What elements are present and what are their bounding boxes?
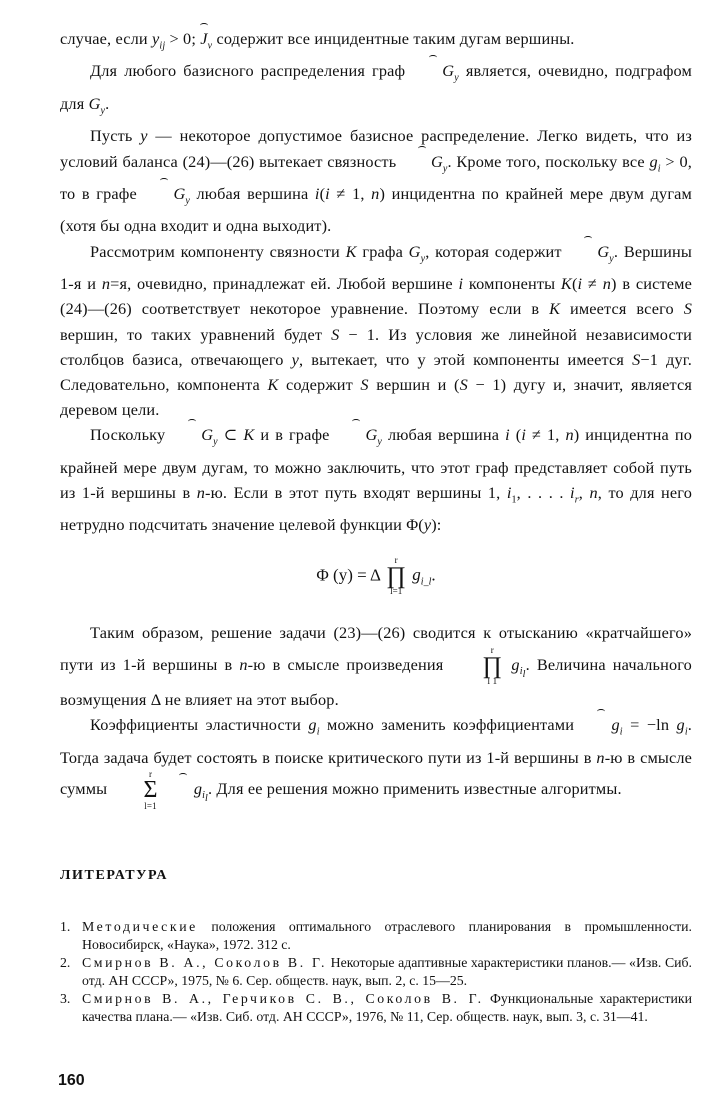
- product-symbol: r ∏ l=1: [386, 554, 407, 597]
- reference-item: 1. Методические положения оптимального отраслевого планирования в промышленности. Новосибирск, «Наука», 1972. 312 с.: [60, 919, 692, 952]
- references-list: [60, 918, 692, 1026]
- body-text: [60, 26, 692, 812]
- paragraph-4: Рассмотрим компоненту связности K графа $G_y$, которая содержит $G_y$. Вершины 1-я и n=я, очевидно, принадлежат ей. Любой вершине i компоненты K(i ≠ n) в системе (24)—(26) соответствует некоторое уравнение. Поэтому если в K имеется всего S вершин, то таких уравнений будет S − 1. Из условия же линейной независимости столбцов базиса, отвечающего y, вытекает, что у этой компоненты имеется S−1 дуг. Следовательно, компонента K содержит S вершин и (S − 1) дугу и, значит, является деревом цели.: [60, 239, 692, 423]
- reference-item: 3. Смирнов В. А., Герчиков С. В., Соколов В. Г. Функциональные характеристики качества плана.— «Изв. Сиб. отд. АН СССР», 1976, № 11, Сер. обществ. наук, вып. 3, с. 31—41.: [60, 991, 692, 1024]
- paragraph-6: Таким образом, решение задачи (23)—(26) сводится к отысканию «кратчайшего» пути из 1-й вершины в n-ю в смысле произведения r ∏ l 1 $g_{i_l}$. Величина начального возмущения Δ не влияет на этот выбор.: [60, 623, 692, 710]
- references-heading: ЛИТЕРАТУРА: [60, 868, 169, 883]
- reference-item: 2. Смирнов В. А., Соколов В. Г. Некоторые адаптивные характеристики планов.— «Изв. Сиб. отд. АН СССР», 1975, № 6. Сер. обществ. наук, вып. 2, с. 15—25.: [60, 955, 692, 988]
- paragraph-3: Пусть y — некоторое допустимое базисное распределение. Легко видеть, что из условий баланса (24)—(26) вытекает связность $G_y$. Кроме того, поскольку все $g_i > 0$, то в графе $G_y$ любая вершина i(i ≠ 1, n) инцидентна по крайней мере двум дугам (хотя бы одна входит и одна выходит).: [60, 126, 693, 236]
- paragraph-1: случае, если $y_{ij} > 0$; $J_v$ содержит все инцидентные таким дугам вершины.: [60, 26, 692, 58]
- paragraph-5: Поскольку $G_y$ ⊂ K и в графе $G_y$ любая вершина i (i ≠ 1, n) инцидентна по крайней мере двум дугам, то можно заключить, что этот граф представляет собой путь из 1-й вершины в n-ю. Если в этот путь входят вершины 1, $i_1$, . . . . $i_r$, n, то для него нетрудно подсчитать значение целевой функции Φ(y):: [60, 422, 692, 537]
- paragraph-7: Коэффициенты эластичности $g_i$ можно заменить коэффициентами $g_i = -\ln$ $g_i$. Тогда задача будет состоять в поиске критического пути из 1-й вершины в n-ю в смысле суммы r Σ l=1 $g_{i_l}$. Для ее решения можно применить известные алгоритмы.: [60, 712, 692, 811]
- page-number: 160: [58, 1072, 85, 1089]
- product-formula: Φ (y) = Δ r ∏ l=1 $g_{i\_l}$.: [316, 554, 436, 597]
- paragraph-2: Для любого базисного распределения граф $G_y$ является, очевидно, подграфом для $G_y$.: [60, 58, 692, 123]
